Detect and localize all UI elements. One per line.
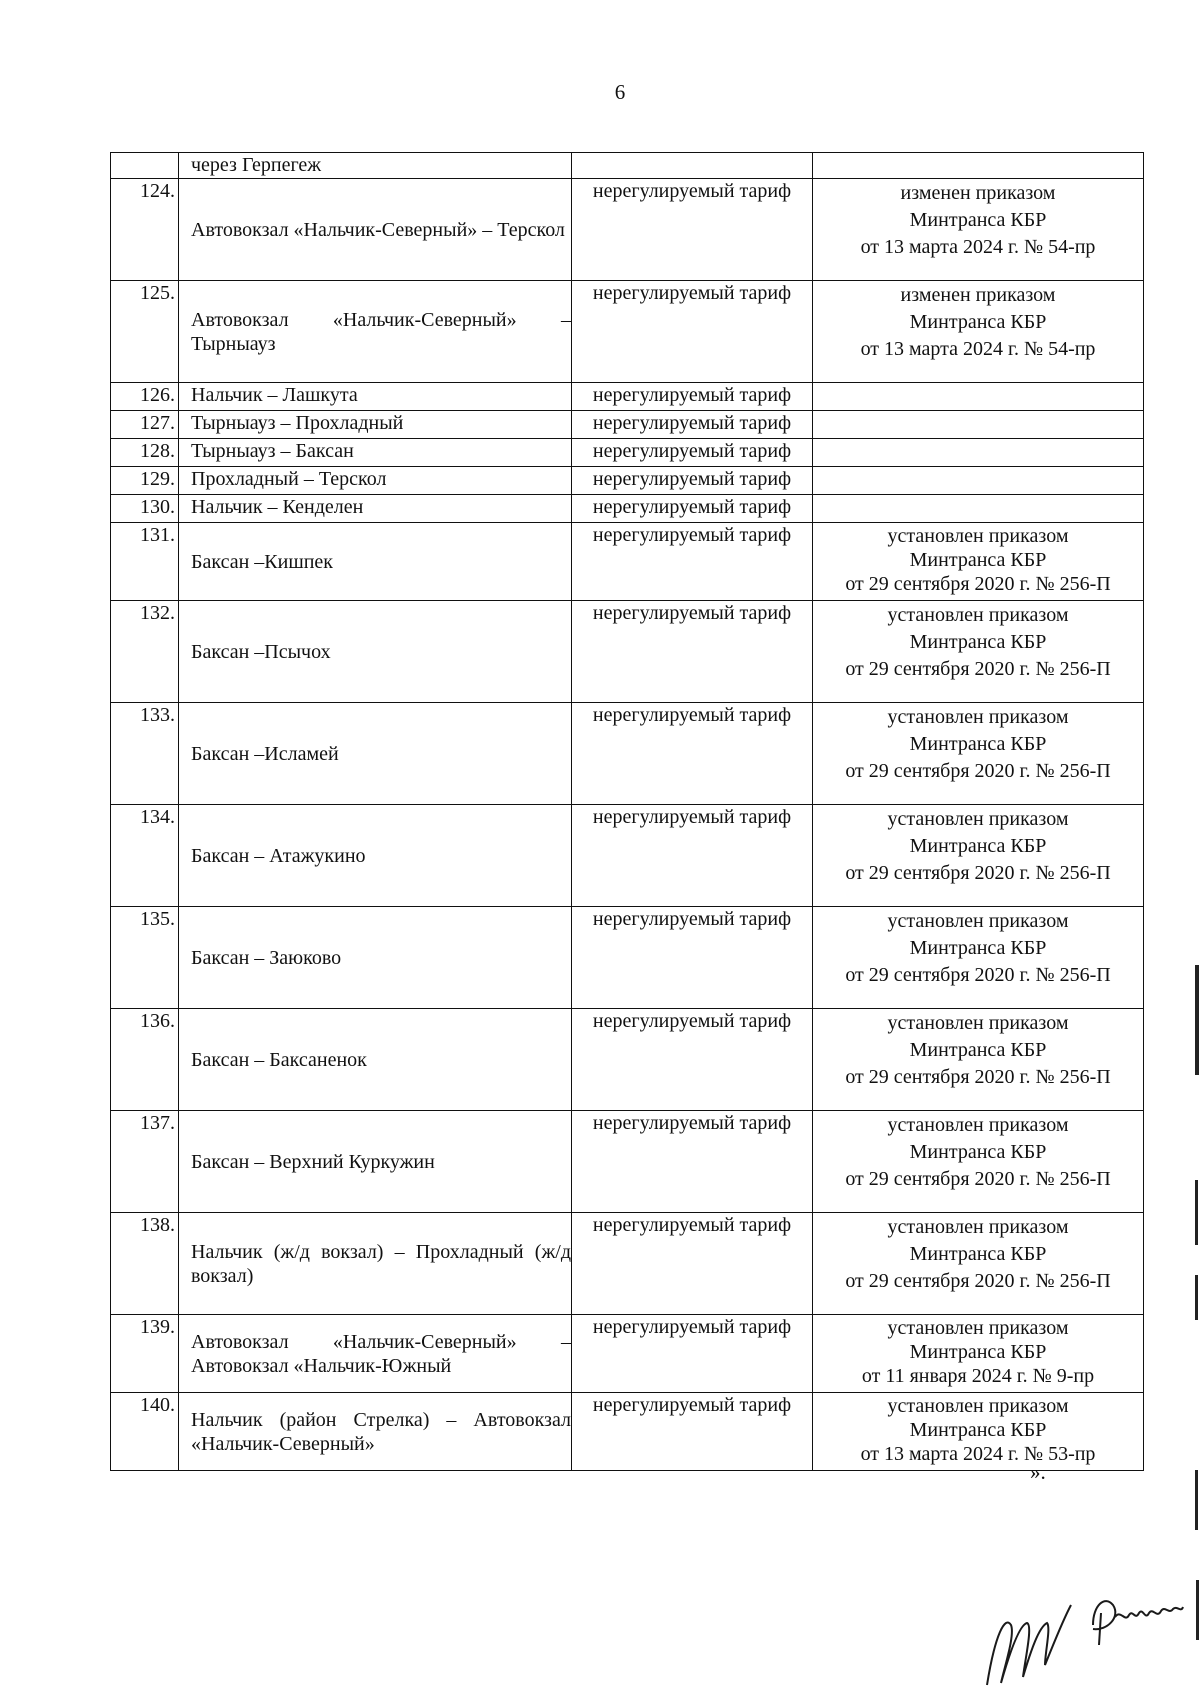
table-row: [111, 1393, 1144, 1471]
route-name: Нальчик – Кенделен: [191, 496, 364, 518]
row-number: 139.: [140, 1316, 175, 1338]
order-note: установлен приказом Минтранса КБР от 29 сентября 2020 г. № 256-П: [845, 706, 1111, 782]
row-number-cell: [111, 495, 179, 523]
tariff-type: нерегулируемый тариф: [592, 1010, 792, 1032]
table-row: [111, 383, 1144, 411]
closing-quote-mark: ».: [1030, 1460, 1046, 1484]
order-note-cell: [813, 411, 1144, 439]
route-name: Баксан –Кишпек: [191, 550, 334, 573]
tariff-type: нерегулируемый тариф: [592, 282, 792, 304]
signature-image: [975, 1565, 1195, 1700]
tariff-cell: [572, 1213, 813, 1315]
tariff-type: нерегулируемый тариф: [592, 180, 792, 202]
order-note-cell: [813, 601, 1144, 703]
tariff-cell: [572, 1111, 813, 1213]
route-cell: [179, 383, 572, 411]
tariff-cell: [572, 523, 813, 601]
tariff-cell: [572, 439, 813, 467]
table-row: [111, 439, 1144, 467]
row-number: 140.: [140, 1394, 175, 1416]
order-note-cell: [813, 703, 1144, 805]
tariff-type: нерегулируемый тариф: [592, 1316, 792, 1338]
row-number-cell: [111, 1009, 179, 1111]
table-row: [111, 1009, 1144, 1111]
row-number-cell: [111, 1315, 179, 1393]
route-cell: [179, 1393, 572, 1471]
route-cell: [179, 601, 572, 703]
order-note-cell: [813, 1393, 1144, 1471]
table-row: [111, 179, 1144, 281]
order-note-cell: [813, 281, 1144, 383]
tariff-cell: [572, 153, 813, 179]
row-number: 129.: [140, 468, 175, 490]
route-name: Автовокзал «Нальчик-Северный» – Терскол: [191, 218, 565, 241]
route-cell: [179, 1111, 572, 1213]
row-number: 126.: [140, 384, 175, 406]
order-note-cell: [813, 805, 1144, 907]
row-number: 135.: [140, 908, 175, 930]
order-note-cell: [813, 1111, 1144, 1213]
table-row: [111, 1111, 1144, 1213]
table-row: [111, 1213, 1144, 1315]
route-name: Баксан –Исламей: [191, 742, 339, 765]
table-row: [111, 411, 1144, 439]
row-number: 131.: [140, 524, 175, 546]
order-note-cell: [813, 1315, 1144, 1393]
order-note: установлен приказом Минтранса КБР от 29 сентября 2020 г. № 256-П: [845, 1012, 1111, 1088]
scan-edge-mark: [1195, 1275, 1198, 1320]
route-cell: [179, 703, 572, 805]
tariff-cell: [572, 495, 813, 523]
route-name: Баксан – Баксаненок: [191, 1048, 367, 1071]
route-cell: [179, 179, 572, 281]
order-note: изменен приказом Минтранса КБР от 13 марта 2024 г. № 54-пр: [860, 284, 1096, 360]
route-name: Автовокзал «Нальчик-Северный» – Тырныауз: [191, 308, 571, 355]
row-number: 128.: [140, 440, 175, 462]
table-row: [111, 153, 1144, 179]
table-row: [111, 1315, 1144, 1393]
table-row: [111, 805, 1144, 907]
row-number: 127.: [140, 412, 175, 434]
routes-table-body: [111, 153, 1144, 1471]
route-cell: [179, 1213, 572, 1315]
order-note-cell: [813, 1213, 1144, 1315]
order-note-cell: [813, 907, 1144, 1009]
tariff-cell: [572, 1009, 813, 1111]
routes-table: [110, 152, 1144, 1471]
route-cell: [179, 153, 572, 179]
tariff-cell: [572, 1393, 813, 1471]
order-note-cell: [813, 1009, 1144, 1111]
row-number: 137.: [140, 1112, 175, 1134]
order-note-cell: [813, 467, 1144, 495]
table-row: [111, 907, 1144, 1009]
order-note: установлен приказом Минтранса КБР от 11 января 2024 г. № 9-пр: [861, 1317, 1095, 1387]
table-row: [111, 495, 1144, 523]
tariff-type: нерегулируемый тариф: [592, 806, 792, 828]
row-number-cell: [111, 1213, 179, 1315]
order-note: установлен приказом Минтранса КБР от 29 сентября 2020 г. № 256-П: [845, 808, 1111, 884]
row-number: 130.: [140, 496, 175, 518]
order-note: установлен приказом Минтранса КБР от 29 сентября 2020 г. № 256-П: [845, 1114, 1111, 1190]
route-cell: [179, 281, 572, 383]
signature-drawing: [975, 1565, 1195, 1695]
route-cell: [179, 1009, 572, 1111]
tariff-cell: [572, 467, 813, 495]
table-row: [111, 601, 1144, 703]
table-row: [111, 467, 1144, 495]
tariff-cell: [572, 281, 813, 383]
tariff-type: нерегулируемый тариф: [592, 412, 792, 434]
tariff-cell: [572, 1315, 813, 1393]
row-number: 125.: [140, 282, 175, 304]
tariff-type: нерегулируемый тариф: [592, 1394, 792, 1416]
route-name: Тырныауз – Прохладный: [191, 412, 404, 434]
route-cell: [179, 523, 572, 601]
tariff-type: нерегулируемый тариф: [592, 468, 792, 490]
tariff-cell: [572, 805, 813, 907]
row-number: 124.: [140, 180, 175, 202]
route-cell: [179, 805, 572, 907]
table-row: [111, 523, 1144, 601]
route-name: Баксан – Заюково: [191, 946, 342, 969]
tariff-type: нерегулируемый тариф: [592, 524, 792, 546]
row-number-cell: [111, 179, 179, 281]
scan-edge-mark: [1196, 1580, 1199, 1640]
order-note-cell: [813, 153, 1144, 179]
tariff-cell: [572, 703, 813, 805]
tariff-type: нерегулируемый тариф: [592, 440, 792, 462]
order-note: установлен приказом Минтранса КБР от 29 сентября 2020 г. № 256-П: [845, 525, 1111, 595]
order-note: установлен приказом Минтранса КБР от 29 сентября 2020 г. № 256-П: [845, 604, 1111, 680]
row-number-cell: [111, 1111, 179, 1213]
route-name: Баксан – Верхний Куркужин: [191, 1150, 435, 1173]
route-cell: [179, 495, 572, 523]
order-note-cell: [813, 179, 1144, 281]
row-number-cell: [111, 907, 179, 1009]
route-cell: [179, 907, 572, 1009]
route-name: через Герпегеж: [191, 154, 322, 176]
row-number: 132.: [140, 602, 175, 624]
route-cell: [179, 467, 572, 495]
row-number-cell: [111, 281, 179, 383]
row-number-cell: [111, 383, 179, 411]
route-name: Нальчик (ж/д вокзал) – Прохладный (ж/д вокзал): [191, 1240, 571, 1287]
table-row: [111, 281, 1144, 383]
route-cell: [179, 1315, 572, 1393]
tariff-cell: [572, 411, 813, 439]
order-note-cell: [813, 495, 1144, 523]
tariff-type: нерегулируемый тариф: [592, 384, 792, 406]
scan-edge-mark: [1195, 1180, 1198, 1245]
order-note: изменен приказом Минтранса КБР от 13 марта 2024 г. № 54-пр: [860, 182, 1096, 258]
scan-edge-mark: [1195, 1470, 1198, 1530]
row-number-cell: [111, 601, 179, 703]
row-number-cell: [111, 805, 179, 907]
order-note: установлен приказом Минтранса КБР от 29 сентября 2020 г. № 256-П: [845, 1216, 1111, 1292]
row-number-cell: [111, 703, 179, 805]
order-note: установлен приказом Минтранса КБР от 29 сентября 2020 г. № 256-П: [845, 910, 1111, 986]
tariff-type: нерегулируемый тариф: [592, 1112, 792, 1134]
tariff-cell: [572, 383, 813, 411]
order-note-cell: [813, 439, 1144, 467]
route-cell: [179, 411, 572, 439]
row-number-cell: [111, 523, 179, 601]
tariff-cell: [572, 601, 813, 703]
route-name: Автовокзал «Нальчик-Северный» – Автовокзал «Нальчик-Южный: [191, 1330, 571, 1377]
row-number-cell: [111, 439, 179, 467]
route-name: Прохладный – Терскол: [191, 468, 387, 490]
route-name: Нальчик (район Стрелка) – Автовокзал «Нальчик-Северный»: [191, 1408, 571, 1455]
order-note: установлен приказом Минтранса КБР от 13 марта 2024 г. № 53-пр: [860, 1395, 1096, 1465]
route-name: Тырныауз – Баксан: [191, 440, 354, 462]
row-number-cell: [111, 153, 179, 179]
tariff-type: нерегулируемый тариф: [592, 908, 792, 930]
tariff-type: нерегулируемый тариф: [592, 1214, 792, 1236]
row-number-cell: [111, 411, 179, 439]
route-cell: [179, 439, 572, 467]
route-name: Нальчик – Лашкута: [191, 384, 358, 406]
row-number-cell: [111, 467, 179, 495]
page-number: 6: [614, 80, 626, 104]
route-name: Баксан –Псычох: [191, 640, 331, 663]
scan-edge-mark: [1195, 965, 1199, 1075]
route-name: Баксан – Атажукино: [191, 844, 366, 867]
tariff-type: нерегулируемый тариф: [592, 602, 792, 624]
tariff-cell: [572, 907, 813, 1009]
row-number: 138.: [140, 1214, 175, 1236]
table-row: [111, 703, 1144, 805]
order-note-cell: [813, 383, 1144, 411]
tariff-cell: [572, 179, 813, 281]
tariff-type: нерегулируемый тариф: [592, 704, 792, 726]
tariff-type: нерегулируемый тариф: [592, 496, 792, 518]
row-number: 134.: [140, 806, 175, 828]
row-number: 136.: [140, 1010, 175, 1032]
row-number: 133.: [140, 704, 175, 726]
order-note-cell: [813, 523, 1144, 601]
row-number-cell: [111, 1393, 179, 1471]
